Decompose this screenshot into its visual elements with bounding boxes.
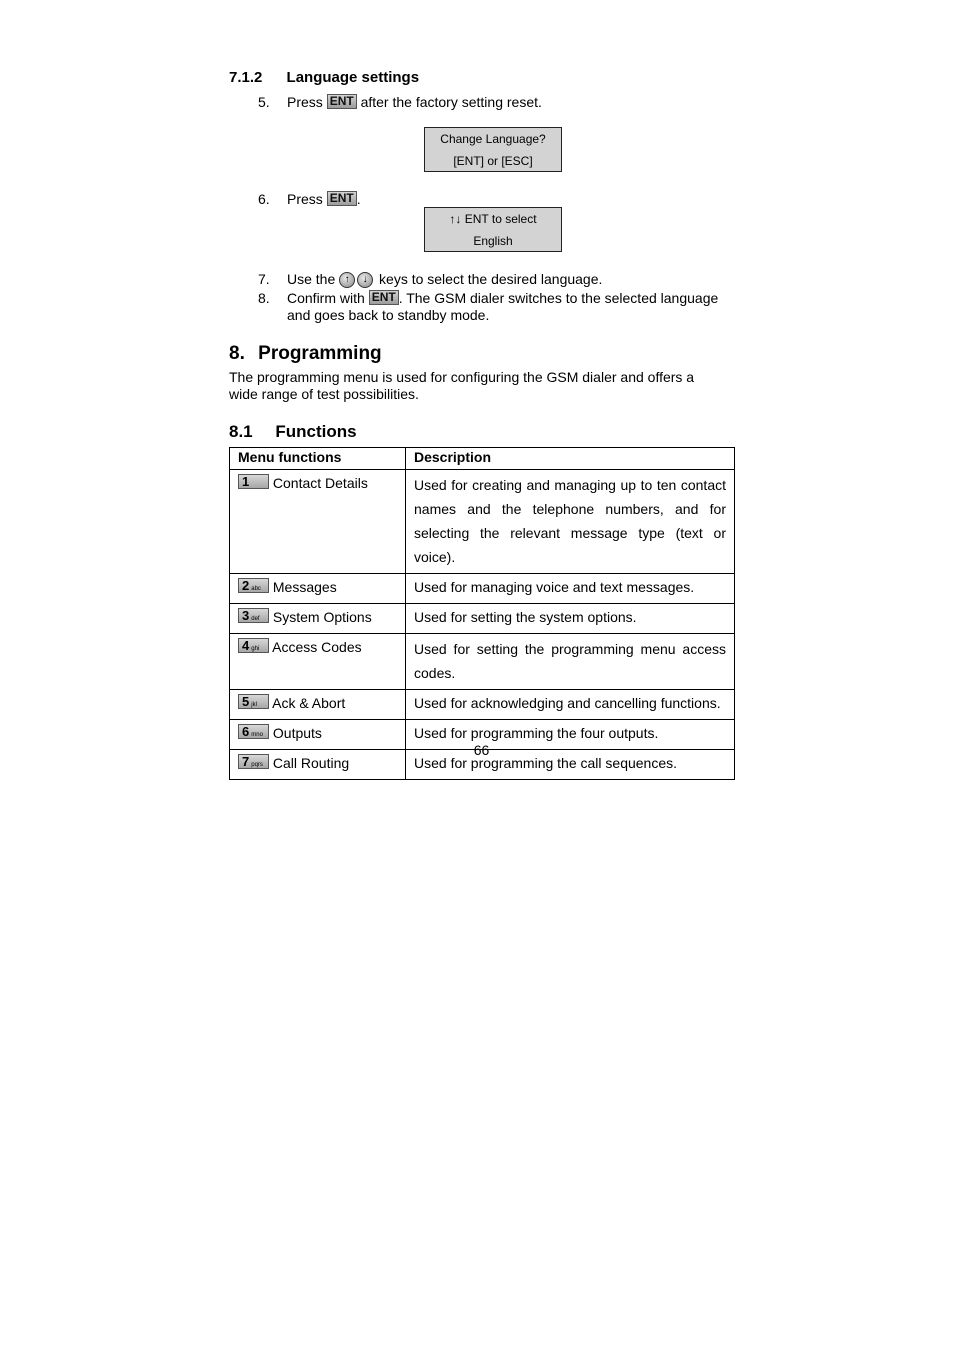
- step-text-after: .: [356, 191, 361, 207]
- section-8-intro-line-2: wide range of test possibilities.: [229, 386, 419, 402]
- number-key-2-icon: 2 abc: [238, 578, 269, 593]
- menu-function-name: Messages: [272, 579, 337, 595]
- menu-function-name: Outputs: [272, 725, 322, 741]
- header-description: Description: [406, 448, 735, 470]
- number-key-7-icon: 7 pqrs: [238, 754, 269, 769]
- menu-function-description: Used for programming the four outputs.: [406, 720, 735, 750]
- section-number: 8.1: [229, 422, 253, 441]
- step-text-after: . The GSM dialer switches to the selected language: [398, 290, 719, 306]
- menu-function-description: Used for setting the programming menu access codes.: [406, 634, 735, 690]
- menu-function-name: Access Codes: [272, 639, 362, 655]
- lcd-line-1: ↑↓ ENT to select: [449, 212, 537, 226]
- ent-key-icon: ENT: [327, 191, 357, 206]
- section-7-1-2-heading: [229, 69, 419, 86]
- step-text-after: keys to select the desired language.: [379, 271, 603, 287]
- section-8-1-heading: [229, 422, 357, 442]
- ent-key-icon: ENT: [327, 94, 357, 109]
- table-row: [230, 470, 735, 574]
- step-7: [258, 271, 603, 288]
- section-title: Language settings: [286, 69, 420, 86]
- section-8-intro-line-1: The programming menu is used for configuring the GSM dialer and offers a: [229, 369, 695, 385]
- step-text-before: Use the: [287, 271, 336, 287]
- number-key-4-icon: 4 ghi: [238, 638, 269, 653]
- menu-function-description: Used for managing voice and text messages.: [406, 574, 735, 604]
- table-header-row: [230, 448, 735, 470]
- section-number: 8.: [229, 343, 245, 364]
- lcd-line-2: English: [473, 234, 513, 248]
- lcd-line-2: [ENT] or [ESC]: [453, 154, 533, 168]
- table-row: [230, 634, 735, 690]
- menu-function-description: Used for creating and managing up to ten contact names and the telephone numbers, and for selecting the relevant message type (text or voice).: [406, 470, 735, 574]
- table-row: [230, 690, 735, 720]
- step-8: [258, 290, 719, 307]
- menu-function-name: Ack & Abort: [272, 695, 346, 711]
- step-number: 5.: [258, 94, 270, 110]
- menu-function-name: System Options: [272, 609, 372, 625]
- step-text-before: Press: [287, 191, 323, 207]
- section-number: 7.1.2: [229, 69, 263, 86]
- menu-function-name: Call Routing: [272, 755, 350, 771]
- section-title: Functions: [275, 422, 357, 441]
- number-key-3-icon: 3 def: [238, 608, 269, 623]
- table-row: [230, 604, 735, 634]
- lcd-line-1: Change Language?: [440, 132, 546, 146]
- table-row: [230, 574, 735, 604]
- number-key-5-icon: 5 jkl: [238, 694, 269, 709]
- step-5: [258, 94, 542, 111]
- step-text-before: Confirm with: [287, 290, 365, 306]
- lcd-display-select-language: [424, 207, 562, 252]
- menu-function-description: Used for acknowledging and cancelling functions.: [406, 690, 735, 720]
- step-number: 7.: [258, 271, 270, 287]
- functions-table: [229, 447, 735, 780]
- arrow-down-key-icon: ↓: [357, 272, 373, 288]
- header-menu-functions: Menu functions: [230, 448, 406, 470]
- lcd-display-change-language: [424, 127, 562, 172]
- step-text-after: after the factory setting reset.: [360, 94, 542, 110]
- step-8-line-2: and goes back to standby mode.: [287, 307, 490, 323]
- page-number: 66: [473, 742, 490, 758]
- menu-function-description: Used for programming the call sequences.: [406, 750, 735, 780]
- menu-function-name: Contact Details: [272, 475, 368, 491]
- section-8-heading: [229, 343, 382, 365]
- step-text-before: Press: [287, 94, 323, 110]
- arrow-up-key-icon: ↑: [339, 272, 355, 288]
- step-number: 8.: [258, 290, 270, 306]
- step-6: [258, 191, 361, 208]
- ent-key-icon: ENT: [369, 290, 399, 305]
- number-key-1-icon: 1: [238, 474, 269, 489]
- menu-function-description: Used for setting the system options.: [406, 604, 735, 634]
- section-title: Programming: [258, 343, 382, 364]
- step-number: 6.: [258, 191, 270, 207]
- number-key-6-icon: 6 mno: [238, 724, 269, 739]
